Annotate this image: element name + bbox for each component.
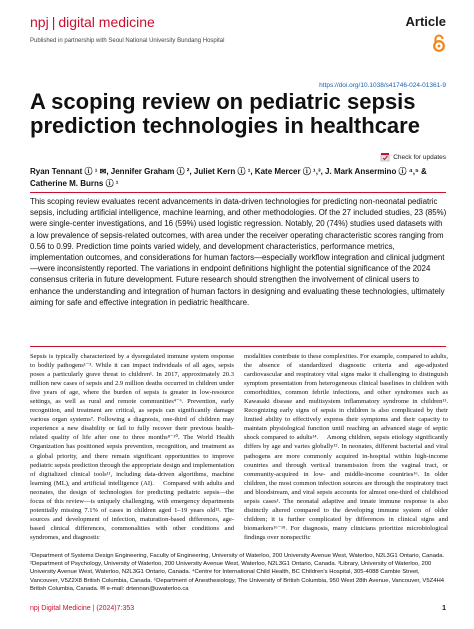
page-number: 1: [442, 605, 446, 612]
body-column-right: modalities contribute to these complexities. For example, compared to adults, the absence of standardized diagnostic criteria and age-adjusted cardiovascular and respiratory vital signs make it challenging to distinguish symptom presentation from heterogeneous clinical baselines in children with comorbidities, common febrile infections, and other syndromes such as Kawasaki disease and multisystem inflammatory syndrome in children¹³. Recognizing early signs of sepsis in children is also complicated by their limited ability to effectively express their symptoms and their capacity to maintain physiological function until reaching an advanced stage of septic shock compared to adults¹⁴. Among children, sepsis etiology significantly differs by age and varies globally¹⁵. In neonates, different bacterial and viral pathogens are more commonly acquired in-hospital within high-income countries and through vertical transmission from the vaginal tract, or community-acquired in low- and middle-income countries¹⁶. In older children, the most common infection sources are through the respiratory tract and bloodstream, and viral sepsis accounts for almost one-third of childhood sepsis cases¹. The neonatal adaptive and innate immune response is also distinctly altered compared to the developing immune system of older children; it is further complicated by differences in clinical signs and biomarkers¹⁶⁻¹⁸. For diagnosis, many clinicians prioritize microbiological findings over nonspecific: [244, 353, 448, 541]
partnership-note: Published in partnership with Seoul National University Bundang Hospital: [30, 38, 225, 44]
journal-title: digital medicine: [58, 14, 155, 30]
page-footer: [30, 605, 446, 612]
journal-separator: |: [51, 14, 56, 30]
open-access-lock-icon[interactable]: [432, 34, 446, 52]
journal-name[interactable]: [30, 14, 155, 30]
rule-bottom: [30, 346, 446, 347]
affiliations: ¹Department of Systems Design Engineering, Faculty of Engineering, University of Waterloo, 200 University Avenue West, Waterloo, N2L3G1 Ontario, Canada. ²Department of Psychology, University of Waterloo, 200 University Avenue West, Waterloo, N2L3G1 Ontario, Canada. ³Library, University of Waterloo, 200 University Avenue West, Waterloo, N2L3G1 Ontario, Canada. ⁴Centre for International Child Health, BC Children's Hospital, 305-4088 Cambie Street, Vancouver, V5Z2X8 British Columbia, Canada. ⁵Department of Anesthesiology, The University of British Columbia, 950 West 28th Avenue, Vancouver, V5Z4H4 British Columbia, Canada. ✉ e-mail: drtennan@uwaterloo.ca: [30, 553, 445, 592]
rule-top: [30, 192, 446, 193]
check-updates-label: Check for updates: [393, 153, 446, 161]
doi-link[interactable]: https://doi.org/10.1038/s41746-024-01361-9: [319, 82, 446, 89]
check-for-updates-button[interactable]: [380, 152, 446, 162]
footer-citation: npj Digital Medicine | (2024)7:353: [30, 605, 135, 612]
abstract: This scoping review evaluates recent advancements in data-driven technologies for predicting non-neonatal pediatric sepsis, including artificial intelligence, machine learning, and other methodologies. Of the 27 included studies, 23 (85%) were single-center investigations, and 16 (59%) used logistic regression. Notably, 20 (74%) studies used datasets with a low prevalence of sepsis-related outcomes, with area under the receiver operating characteristic scores ranging from 0.56 to 0.99. Prediction time points varied widely, and development characteristics, performance metrics, implementation outcomes, and considerations for human factors—especially workflow integration and clinical judgment—were inconsistently reported. The variations in endpoint definitions highlight the potential significance of the 2024 consensus criteria in future development. Future research should strengthen the involvement of clinical users to enhance the understanding and integration of human factors in designing and evaluating these technologies, ultimately aiming for safe and effective integration in pediatric healthcare.: [30, 197, 447, 307]
article-title: A scoping review on pediatric sepsis prediction technologies in healthcare: [30, 89, 420, 138]
check-updates-icon: [380, 152, 390, 162]
article-type-label: Article: [405, 14, 446, 29]
journal-header: [30, 14, 446, 34]
journal-prefix: npj: [30, 14, 49, 30]
body-text: [30, 352, 448, 542]
author-list: Ryan Tennant ⓘ ¹ ✉, Jennifer Graham ⓘ ², Juliet Kern ⓘ ¹, Kate Mercer ⓘ ¹,³, J. Mark Ansermino ⓘ ⁴,⁵ & Catherine M. Burns ⓘ ¹: [30, 167, 427, 188]
body-column-left: Sepsis is typically characterized by a dysregulated immune system response to bodily pathogens¹⁻³. While it can impact individuals of all ages, sepsis poses a particularly grave threat to children¹. In 2017, approximately 20.3 million new cases of sepsis and 2.9 million deaths occurred in children under five years of age, where the burden of sepsis is greater in low-resource settings, as well as rural and remote communities⁴⁻⁶. Prevention, early recognition, and treatment are critical, as sepsis can significantly damage various organ systems⁷. Following a diagnosis, one-third of children may experience a new disability or fail to fully recover their previous health-related quality of life after one to three months⁸⁻¹⁰. The World Health Organization has positioned sepsis prevention, recognition, and treatment as a global priority, and there remain significant opportunities to improve pediatric sepsis prediction through the appropriate design and implementation of digitalized clinical tools¹¹, including data-driven algorithms, machine learning (ML), and artificial intelligence (AI). Compared with adults and neonates, the design of technologies for predicting pediatric sepsis—the focus of this review—is uniquely challenging, with emergency departments potentially missing 7.1% of cases in children aged 1–19 years old¹². The sources and development of infection, maturation-based differences, age-based clinical differences, commonalities with other conditions and syndromes, and diagnostic: [30, 353, 234, 541]
